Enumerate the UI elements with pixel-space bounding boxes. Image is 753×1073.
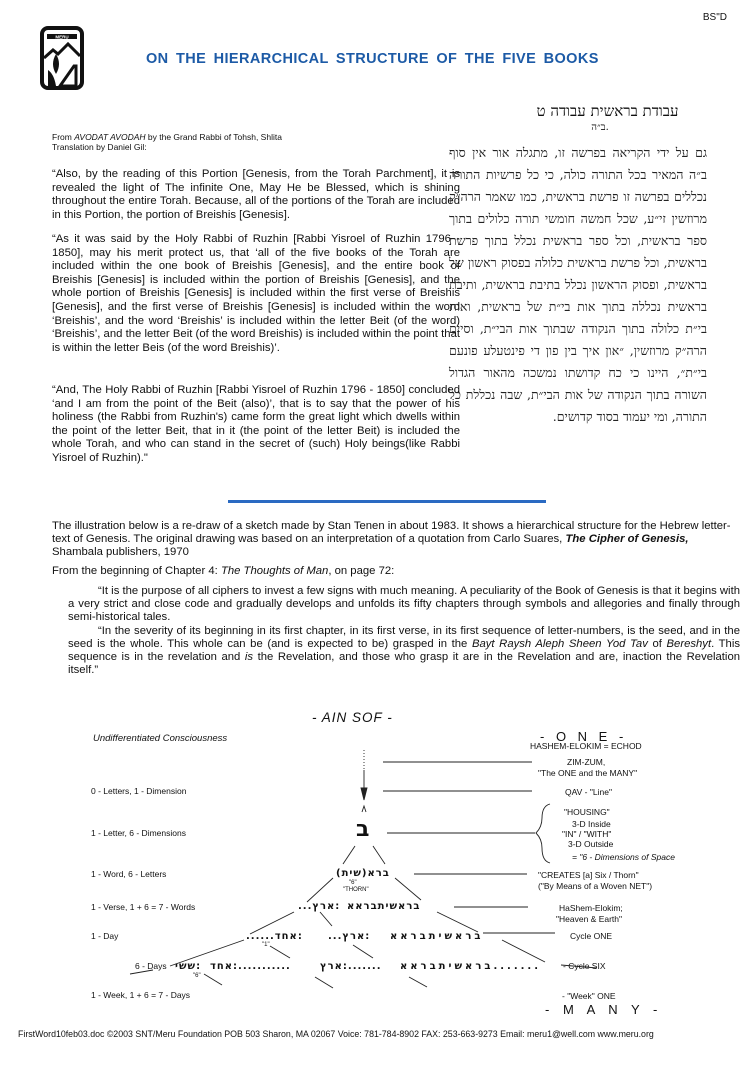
source-credit: From AVODAT AVODAH by the Grand Rabbi of Tohsh, Shlita Translation by Daniel Gil:: [52, 132, 282, 152]
level-label: 1 - Week, 1 + 6 = 7 - Days: [91, 990, 191, 1000]
zimzum-label: ZIM-ZUM,: [567, 757, 606, 767]
translation-paragraph-2: “As it was said by the Holy Rabbi of Ruzhin [Rabbi Yisroel of Ruzhin 1796 - 1850], may his merit protect us, that ‘all of the five books of the Torah are included within the one book of Breishis [Genesis], and the entire book of Breishis [Genesis] is included within the portion of Breishis [Genesis], and the whole portion of Breishis [Genesis] is included within the first verse of Breishis [Genesis], and the first verse of Breishis [Genesis] is included within the word ‘Breishis’, and the word ‘Breishis’ is included within the letter Beit (of the word) ‘Breishis’, and the letter Beit (of the word Breishis) is included within the point that is within the letter Beis (of the word Breishis)’.: [52, 233, 460, 354]
ain-sof-label: - AIN SOF -: [312, 710, 393, 725]
cycle-six-label: - Cycle SIX: [563, 961, 606, 971]
one-sublabel: HASHEM-ELOKIM = ECHOD: [530, 741, 642, 751]
days-node-4: .......בראשיתבראא: [400, 961, 542, 972]
page-title: ON THE HIERARCHICAL STRUCTURE OF THE FIVE BOOKS: [146, 51, 599, 67]
many-label: - M A N Y -: [545, 1002, 663, 1017]
meru-logo: [40, 26, 84, 90]
hierarchy-diagram: - AIN SOF - Undifferentiated Consciousness 0 - Letters, 1 - Dimension 1 - Letter, 6 - Dimensions 1 - Word, 6 - Letters 1 - Verse, 1 + 6 = 7 - Words 1 - Day 6 - Days 1 - Week, 1 + 6 = 7 - Days - O N E - HASHEM-ELOKIM = ECHOD ZIM-ZUM, "The ONE and the MANY" QAV - "Line" "HOUSING" 3-D Inside "IN" / "WITH" 3-D Outside = "6 - Dimensions of Space "CREATES [a] Six / Thorn" ("By Means of a Woven NET") HaShem-Elokim; "Heaven & Earth" Cycle ONE - Cycle SIX - "Week" ONE - M A N Y - ב ברא(שית) "6" "THORN" :ארץ... בראשיתבראא :אחד...... "1" :ארץ... בראשיתבראא :ששי "6" ...........:אחד .......:ארץ .......בראשיתבראא: [0, 700, 753, 1020]
verse-node-right: בראשיתבראא: [347, 901, 421, 912]
hebrew-text: גם על ידי הקריאה בפרשה זו, מתגלה אור אין סוף ב״ה המאיר בכל התורה כולה, כי כל פרשיות התורה נכללים בפרשה זו פרשת בראשית, כמו שאמר הרה״ק מרוזשין זי״ע, שכל חמשה חומשי תורה כלולים בתוך ספר בראשית, וכל ספר בראשית נכלל בתוך פרשת בראשית, וכל פרשת בראשית כלולה בפסוק ראשון של בראשית, ופסוק הראשון נכלל בתיבת בראשית, ותיבת בראשית נכללה בתוך אות בי״ת של בראשית, ואות בי״ת כלולה בתוך הנקודה שבתוך אות הבי״ת, וסיים הרה״ק מרוזשין, ״און איך בין פון די פינטעלע פונעם בי״ת״, היינו כי כח קדושתו נמשכה מהאור הגדול השורה בתוך הנקודה של אות הבי״ת, שבה נכללת כל התורה, ומי יעמוד בסוד קדושים.: [449, 145, 707, 424]
divider: [228, 500, 546, 503]
level-label: 0 - Letters, 1 - Dimension: [91, 786, 187, 796]
logo-mountain-icon: [44, 30, 80, 86]
footer: FirstWord10feb03.doc ©2003 SNT/Meru Foundation POB 503 Sharon, MA 02067 Voice: 781-784-8902 FAX: 253-663-9273 Email: meru1@well.com www.meru.org: [18, 1029, 654, 1039]
level-label: 6 - Days: [135, 961, 167, 971]
six-dimensions-label: = "6 - Dimensions of Space: [572, 852, 675, 862]
intro-paragraph: The illustration below is a re-draw of a sketch made by Stan Tenen in about 1983. It shows a hierarchical structure for the Hebrew letter-text of Genesis. The original drawing was based on an interpretation of a quotation from Carlo Suares, The Cipher of Genesis, Shambala publishers, 1970 From the beginning of Chapter 4: The Thoughts of Man, on page 72:: [52, 520, 731, 577]
days-node-1: :ששי: [175, 961, 202, 972]
hashem-label: HaShem-Elokim;: [559, 903, 623, 913]
hebrew-heading: עבודת בראשית עבודה ט: [536, 102, 679, 120]
week-one-label: - "Week" ONE: [562, 991, 616, 1001]
inside-label: 3-D Inside: [572, 819, 611, 829]
translation-paragraph-3: “And, The Holy Rabbi of Ruzhin [Rabbi Yisroel of Ruzhin 1796 - 1850] concluded ‘and I am from the point of the Beit (also)’, that is to say that the power of his holiness (the Rabbi from Ruzhin's) came form the great light which dwells within the point of the letter Beit, that in it (the point of the letter Beit) is included the whole Torah, and who can stand in the secret of (such) Holy beings(like Rabbi Yisroel of Ruzhin).": [52, 384, 460, 464]
day-node-right: בראשיתבראא: [390, 931, 484, 942]
qav-label: QAV - "Line": [565, 787, 612, 797]
creates-sublabel: ("By Means of a Woven NET"): [538, 881, 653, 891]
translation-paragraph-1: “Also, by the reading of this Portion [Genesis, from the Torah Parchment], it is revealed the light of The infinite One, May He be Blessed, which is shining throughout the entire Torah. Because, all of the portions of the Torah are included in this Portion, the portion of Breishis [Genesis].: [52, 168, 460, 221]
days-node-3: .......:ארץ: [320, 961, 382, 972]
zimzum-sublabel: "The ONE and the MANY": [538, 768, 638, 778]
bsd-mark: BS"D: [702, 12, 727, 23]
days-node-2: ...........:אחד: [210, 961, 291, 972]
day-node-left: :אחד......: [246, 931, 303, 942]
undifferentiated-label: Undifferentiated Consciousness: [93, 733, 228, 744]
level-label: 1 - Verse, 1 + 6 = 7 - Words: [91, 902, 196, 912]
verse-node-left: :ארץ...: [298, 901, 341, 912]
day-node-mid: :ארץ...: [328, 931, 371, 942]
hebrew-subheading: ב״ה.: [591, 122, 609, 133]
book-title: AVODAT AVODAH: [74, 132, 146, 142]
in-with-label: "IN" / "WITH": [562, 829, 612, 839]
book-title: The Cipher of Genesis,: [565, 533, 689, 546]
outside-label: 3-D Outside: [568, 839, 614, 849]
level-label: 1 - Word, 6 - Letters: [91, 869, 167, 879]
hashem-sublabel: "Heaven & Earth": [556, 914, 623, 924]
housing-label: "HOUSING": [564, 807, 610, 817]
quotation: “It is the purpose of all ciphers to invest a few signs with much meaning. A peculiarity of the Book of Genesis is that it begins with a very strict and close code and gradually develops and unfolds its fifty chapters through symbols and allegories and finally through semi-historical tales. “In the severity of its beginning in its first chapter, in its first verse, in its first sequence of letter-numbers, is the seed, and in the seed is the whole. This whole can be (and is expected to be) grasped in the Bayt Raysh Aleph Sheen Yod Tav of Bereshyt. This sequence is in the revelation and is the Revelation, and those who grasp it are in the Revelation and are, inaction the Revelation itself.”: [68, 585, 741, 677]
logo-text: MERU: [55, 34, 69, 40]
level-label: 1 - Day: [91, 931, 119, 941]
creates-label: "CREATES [a] Six / Thorn": [538, 870, 639, 880]
beit-letter: ב: [356, 817, 371, 842]
word-node: ברא(שית): [336, 868, 390, 879]
level-label: 1 - Letter, 6 - Dimensions: [91, 828, 186, 838]
cycle-one-label: Cycle ONE: [570, 931, 613, 941]
one-label: - O N E -: [540, 729, 628, 744]
